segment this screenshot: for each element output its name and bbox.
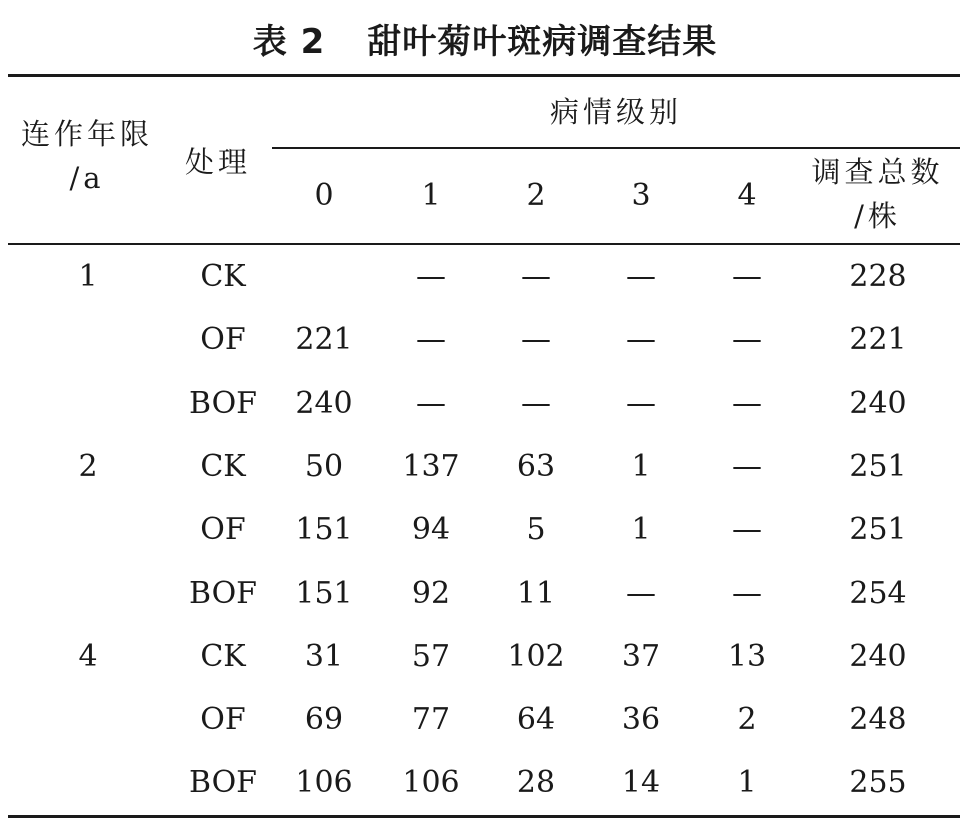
table-number: 表 2	[252, 22, 326, 62]
cell-level-2: —	[521, 386, 551, 421]
header-sub-rule	[272, 147, 960, 149]
cell-treatment: CK	[200, 449, 246, 484]
cell-level-0: 221	[295, 322, 353, 357]
header-rule	[8, 243, 960, 245]
cell-level-4: —	[732, 576, 762, 611]
cell-level-1: —	[416, 259, 446, 294]
header-level-1: 1	[421, 178, 441, 213]
cell-level-3: 1	[631, 449, 651, 484]
cell-year	[48, 763, 128, 803]
header-level-2: 2	[526, 178, 546, 213]
cell-level-4: —	[732, 322, 762, 357]
cell-level-3: 37	[621, 639, 661, 674]
cell-level-3: —	[626, 259, 656, 294]
cell-level-0: 31	[304, 639, 344, 674]
cell-level-0: 106	[295, 765, 353, 800]
cell-level-3: —	[626, 576, 656, 611]
header-level-4: 4	[737, 178, 757, 213]
cell-treatment: BOF	[188, 576, 257, 611]
cell-level-2: —	[521, 322, 551, 357]
cell-level-4: —	[732, 259, 762, 294]
bottom-rule	[8, 815, 960, 818]
cell-total: 228	[849, 259, 907, 294]
cell-level-3: —	[626, 386, 656, 421]
table-caption: 甜叶菊叶斑病调查结果	[367, 22, 718, 62]
cell-year: 2	[78, 449, 98, 484]
cell-level-0: 69	[304, 702, 344, 737]
cell-level-4: 1	[737, 765, 757, 800]
header-treatment: 处理	[184, 145, 251, 179]
cell-level-0: 240	[295, 386, 353, 421]
header-total-unit: /株	[854, 199, 901, 233]
cell-level-1: 106	[402, 765, 460, 800]
cell-level-4: 2	[737, 702, 757, 737]
header-level-3: 3	[631, 178, 651, 213]
header-total-label: 调查总数	[811, 155, 944, 189]
cell-level-1: 94	[411, 512, 451, 547]
cell-treatment: BOF	[188, 765, 257, 800]
header-level-0: 0	[314, 178, 334, 213]
cell-year: 4	[78, 639, 98, 674]
cell-level-1: 57	[411, 639, 451, 674]
cell-level-2: 63	[516, 449, 556, 484]
cell-level-1: —	[416, 386, 446, 421]
cell-total: 254	[849, 576, 907, 611]
cell-year	[48, 510, 128, 550]
cell-level-4: —	[732, 386, 762, 421]
top-rule	[8, 74, 960, 77]
cell-year	[48, 700, 128, 740]
cell-level-3: —	[626, 322, 656, 357]
cell-level-0: 151	[295, 512, 353, 547]
cell-level-2: 28	[516, 765, 556, 800]
cell-level-2: 64	[516, 702, 556, 737]
cell-level-3: 36	[621, 702, 661, 737]
header-years-unit: /a	[69, 161, 105, 195]
cell-level-3: 1	[631, 512, 651, 547]
cell-level-1: 92	[411, 576, 451, 611]
cell-treatment: OF	[200, 512, 246, 547]
header-years-label: 连作年限	[20, 117, 153, 151]
table-title	[0, 14, 970, 63]
cell-level-0: 151	[295, 576, 353, 611]
cell-year	[48, 384, 128, 424]
cell-treatment: OF	[200, 322, 246, 357]
cell-level-0	[284, 257, 364, 297]
cell-treatment: BOF	[188, 386, 257, 421]
cell-total: 255	[849, 765, 907, 800]
cell-total: 240	[849, 639, 907, 674]
header-total	[795, 150, 960, 238]
cell-level-4: —	[732, 449, 762, 484]
cell-level-4: 13	[727, 639, 767, 674]
cell-level-3: 14	[621, 765, 661, 800]
cell-level-0: 50	[304, 449, 344, 484]
cell-treatment: CK	[200, 259, 246, 294]
cell-level-2: 5	[526, 512, 546, 547]
cell-level-1: —	[416, 322, 446, 357]
cell-total: 248	[849, 702, 907, 737]
cell-total: 251	[849, 449, 907, 484]
header-years	[8, 112, 166, 200]
cell-total: 240	[849, 386, 907, 421]
header-disease-level: 病情级别	[549, 95, 682, 129]
cell-level-4: —	[732, 512, 762, 547]
cell-level-2: 102	[507, 639, 565, 674]
cell-level-2: —	[521, 259, 551, 294]
cell-level-1: 137	[402, 449, 460, 484]
cell-year: 1	[78, 259, 98, 294]
cell-year	[48, 574, 128, 614]
cell-year	[48, 320, 128, 360]
cell-treatment: OF	[200, 702, 246, 737]
cell-treatment: CK	[200, 639, 246, 674]
cell-level-2: 11	[516, 576, 556, 611]
cell-total: 251	[849, 512, 907, 547]
cell-total: 221	[849, 322, 907, 357]
cell-level-1: 77	[411, 702, 451, 737]
